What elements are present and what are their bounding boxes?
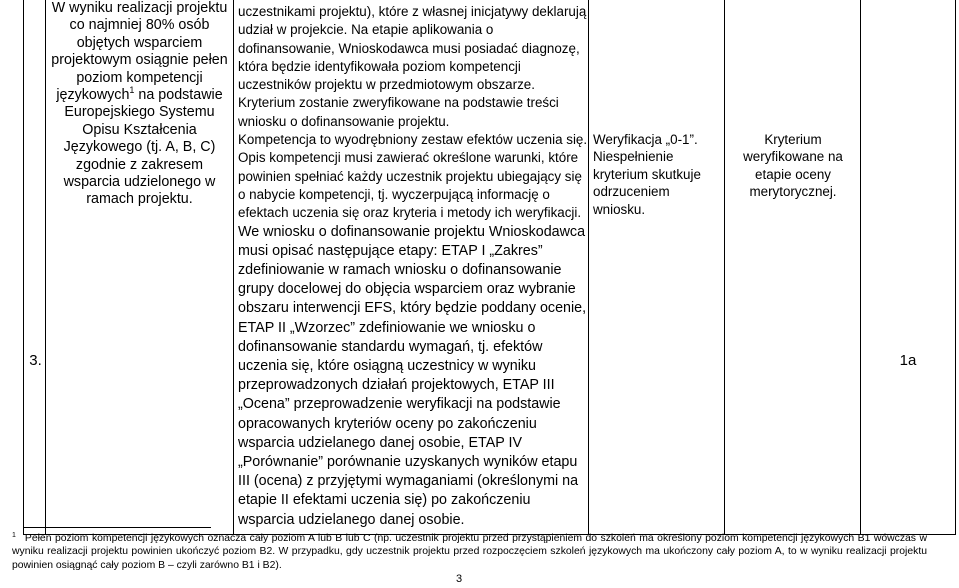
description-paragraph-3: We wniosku o dofinansowanie projektu Wnioskodawca musi opisać następujące etapy: ETAP I „Zakres” zdefiniowanie w ramach wniosku o dofinansowanie grupy docelowej do objęcia wsparciem oraz wybranie obszaru interwencji EFS, który będzie poddany ocenie, ETAP II „Wzorzec” zdefiniowanie we wniosku o dofinansowanie standardu wymagań, tj. efektów uczenia się, które osiągną uczestnicy w wyniku przeprowadzonych działań projektowych, ETAP III „Ocena” przeprowadzenie weryfikacji na podstawie opracowanych kryteriów oceny po zakończeniu wsparcia udzielanego danej osobie, ETAP IV „Porównanie” porównanie uzyskanych wyników etapu III (ocena) z przyjętymi wymaganiami (określonymi na etapie II efektami uczenia się) po zakończeniu wsparcia udzielanego danej osobie. (238, 223, 587, 528)
row-number: 3. (29, 352, 42, 370)
row-number-cell (24, 0, 46, 534)
assessment-stage-cell (725, 0, 861, 534)
criteria-table (23, 0, 956, 535)
footnote (12, 532, 927, 572)
criterion-row (24, 0, 956, 534)
footnote-text: Pełen poziom kompetencji językowych oznacza cały poziom A lub B lub C (np. uczestnik projektu przed przystąpieniem do szkoleń ma określony poziom kompetencji językowych B1 wówczas w wyniku realizacji projektu powinien ukończyć poziom B2. W przypadku, gdy uczestnik projektu przed rozpoczęciem szkoleń językowych ma ukończony cały poziom A, to w wyniku realizacji projektu powinien osiągnąć cały poziom B – czyli zarówno B1 i B2). (12, 533, 927, 571)
criterion-description-cell (234, 0, 589, 534)
category-cell (861, 0, 956, 534)
footnote-separator (23, 527, 211, 528)
verification-cell (589, 0, 725, 534)
page-number: 3 (456, 573, 463, 585)
assessment-stage-text: Kryterium weryfikowane na etapie oceny merytorycznej. (743, 132, 843, 200)
footnote-reference: 1 (129, 85, 135, 96)
criterion-name-cell (46, 0, 234, 534)
description-paragraph-2: Kompetencja to wyodrębniony zestaw efektów uczenia się. Opis kompetencji musi zawierać określone warunki, które powinien spełniać każdy uczestnik projektu ubiegający się o nabycie kompetencji, tj. wyczerpującą informację o efektach uczenia się oraz kryteria i metody ich weryfikacji. (238, 132, 588, 221)
description-paragraph-1: uczestnikami projektu), które z własnej inicjatywy deklarują udział w projekcie. Na etapie aplikowania o dofinansowanie, Wnioskodawca musi posiadać diagnozę, która będzie identyfikowała poziom kompetencji uczestników projektu w przedmiotowym obszarze. Kryterium zostanie zweryfikowane na podstawie treści wniosku o dofinansowanie projektu. (238, 4, 587, 129)
criterion-text-before: W wyniku realizacji projektu co najmniej 80% osób objętych wsparciem projektowym osiągnie pełen poziom kompetencji językowych (51, 0, 228, 104)
verification-text: Weryfikacja „0-1”. Niespełnienie kryterium skutkuje odrzuceniem wniosku. (593, 132, 701, 217)
category-code: 1a (899, 352, 917, 370)
footnote-marker: 1 (12, 531, 16, 539)
criterion-text-after: na podstawie Europejskiego Systemu Opisu Kształcenia Językowego (tj. A, B, C) zgodnie z zakresem wsparcia udzielonego w ramach projektu. (63, 87, 223, 208)
